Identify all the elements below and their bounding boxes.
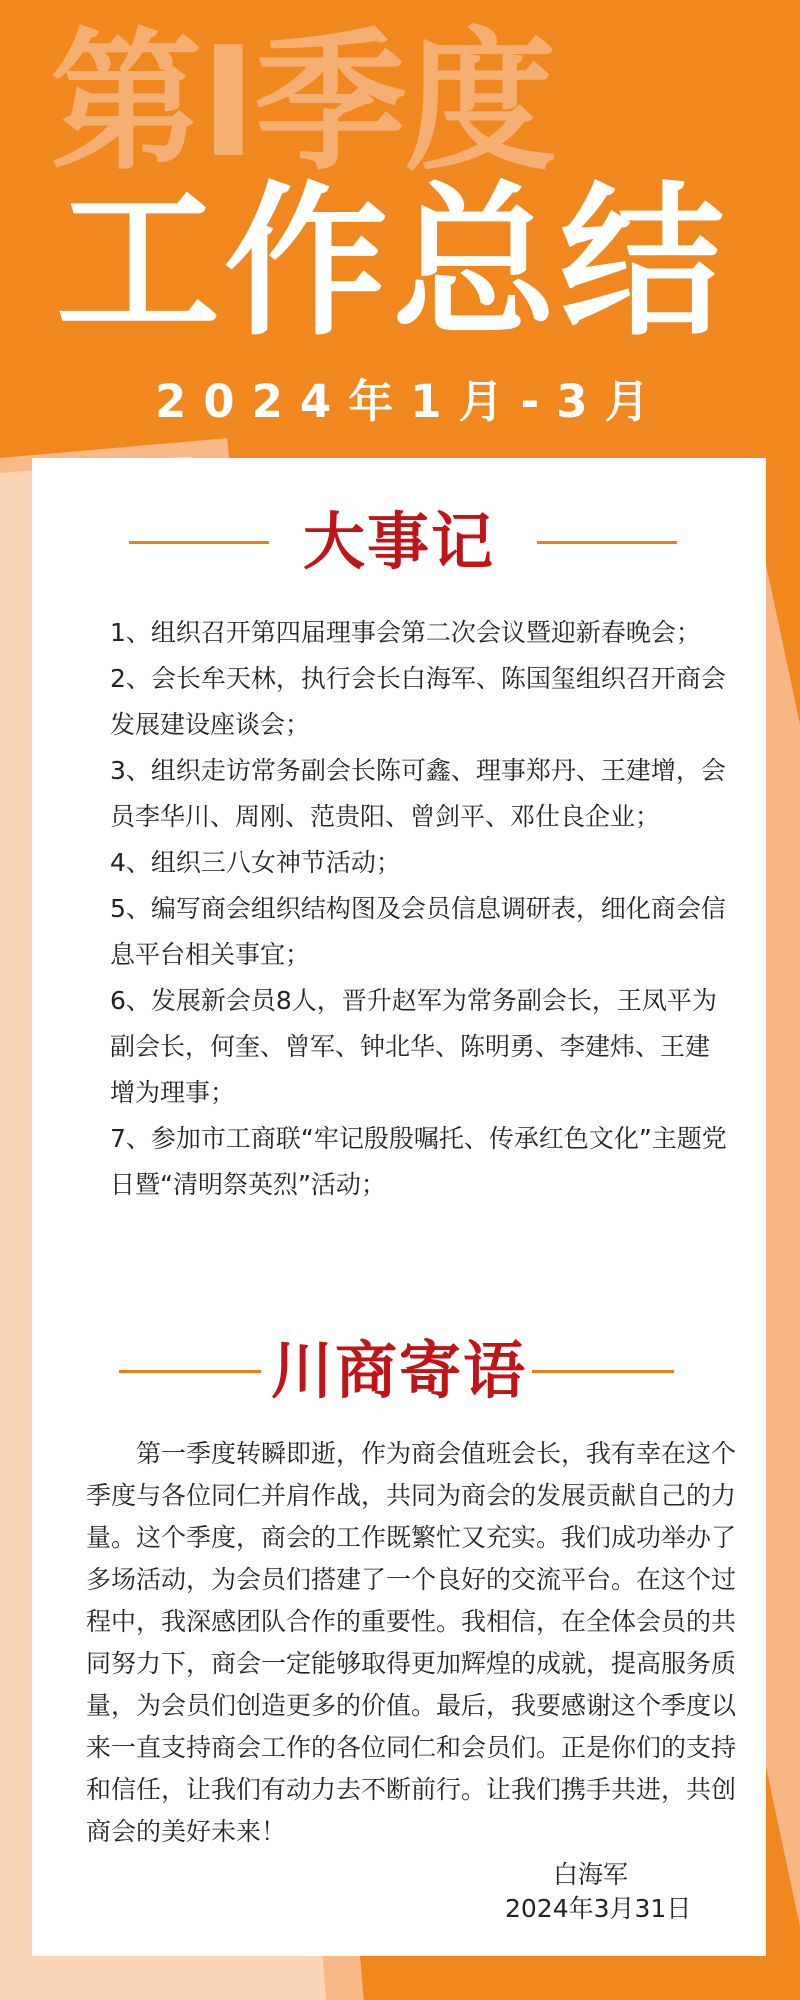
message-section-title: 川商寄语 (270, 1334, 527, 1407)
event-item-1: 1、组织召开第四届理事会第二次会议暨迎新春晚会； (110, 618, 701, 647)
events-list (110, 610, 730, 1208)
message-right-rule (532, 1370, 674, 1373)
main-title: 工作总结 (56, 167, 729, 358)
events-section-title: 大事记 (302, 505, 495, 578)
signature-date: 2024年3月31日 (505, 1894, 692, 1923)
message-section-header (32, 1331, 766, 1411)
signature-name: 白海军 (553, 1860, 629, 1889)
event-item-6: 6、发展新会员8人，晋升赵军为常务副会长，王凤平为副会长，何奎、曾军、钟北华、陈明勇、李建炜、王建增为理事； (110, 986, 717, 1107)
date-range: 2024年1月-3月 (155, 375, 667, 428)
event-item-7: 7、参加市工商联“牢记殷殷嘱托、传承红色文化”主题党日暨“清明祭英烈”活动； (110, 1124, 727, 1199)
event-item-4: 4、组织三八女神节活动； (110, 848, 401, 877)
events-right-rule (537, 541, 677, 544)
events-section-header (32, 502, 766, 582)
event-item-5: 5、编写商会组织结构图及会员信息调研表，细化商会信息平台相关事宜； (110, 894, 726, 969)
content-card (32, 458, 766, 1956)
event-item-2: 2、会长牟天林，执行会长白海军、陈国玺组织召开商会发展建设座谈会； (110, 664, 726, 739)
message-body: 第一季度转瞬即逝，作为商会值班会长，我有幸在这个季度与各位同仁并肩作战，共同为商会的发展贡献自己的力量。这个季度，商会的工作既繁忙又充实。我们成功举办了多场活动，为会员们搭建了一个良好的交流平台。在这个过程中，我深感团队合作的重要性。我相信，在全体会员的共同努力下，商会一定能够取得更加辉煌的成就，提高服务质量，为会员们创造更多的价值。最后，我要感谢这个季度以来一直支持商会工作的各位同仁和会员们。正是你们的支持和信任，让我们有动力去不断前行。让我们携手共进，共创商会的美好未来！ (86, 1439, 737, 1846)
event-item-3: 3、组织走访常务副会长陈可鑫、理事郑丹、王建增，会员李华川、周刚、范贵阳、曾剑平、邓仕良企业； (110, 756, 726, 831)
quarter-heading: 第I季度 (50, 14, 555, 191)
